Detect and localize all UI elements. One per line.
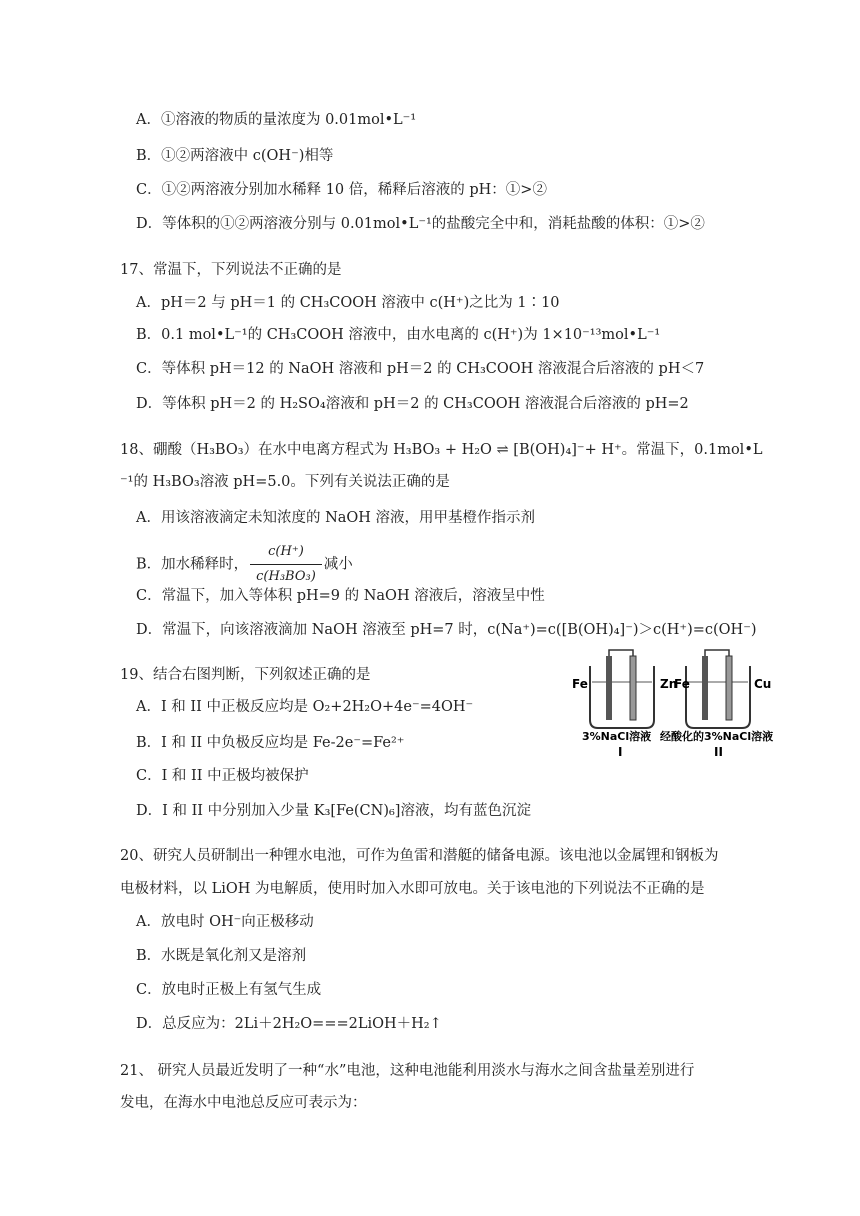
q17-stem: 17、常温下，下列说法不正确的是 bbox=[120, 262, 342, 278]
wire-2 bbox=[705, 650, 729, 656]
q21-stem-line1: 21、 研究人员最近发明了一种“水”电池，这种电池能利用淡水与海水之间含盐量差别进行 bbox=[120, 1063, 695, 1079]
q18-option-a: A．用该溶液滴定未知浓度的 NaOH 溶液，用甲基橙作指示剂 bbox=[136, 510, 536, 526]
q20-stem-line2: 电极材料，以 LiOH 为电解质，使用时加入水即可放电。关于该电池的下列说法不正确的是 bbox=[120, 881, 705, 897]
zn-electrode bbox=[630, 656, 636, 720]
q21-stem-line2: 发电，在海水中电池总反应可表示为： bbox=[120, 1095, 367, 1111]
cell-i bbox=[590, 650, 654, 728]
fe-electrode-1 bbox=[606, 656, 612, 720]
cell-ii bbox=[686, 650, 750, 728]
q19-option-c: C．I 和 II 中正极均被保护 bbox=[136, 768, 309, 784]
fe-electrode-2 bbox=[702, 656, 708, 720]
q18-fraction bbox=[250, 540, 322, 589]
fe-label-1: Fe bbox=[572, 677, 588, 691]
q18-option-b bbox=[136, 540, 353, 589]
solution-1-label: 3%NaCl溶液 bbox=[582, 730, 652, 743]
q17-option-b: B．0.1 mol•L⁻¹的 CH₃COOH 溶液中，由水电离的 c(H⁺)为 1×10⁻¹³mol•L⁻¹ bbox=[136, 327, 661, 343]
q18-option-b-suffix: 减小 bbox=[323, 556, 353, 573]
q16-option-d: D．等体积的①②两溶液分别与 0.01mol•L⁻¹的盐酸完全中和，消耗盐酸的体积：①>② bbox=[136, 216, 705, 232]
q20-option-a: A．放电时 OH⁻向正极移动 bbox=[136, 914, 314, 930]
fraction-numerator: c(H⁺) bbox=[250, 540, 322, 565]
q18-option-b-prefix: B．加水稀释时， bbox=[136, 556, 249, 573]
electrochemistry-figure bbox=[568, 648, 788, 758]
q18-option-c: C．常温下，加入等体积 pH=9 的 NaOH 溶液后，溶液呈中性 bbox=[136, 588, 545, 604]
cells-diagram bbox=[568, 648, 788, 758]
q19-option-d: D．I 和 II 中分别加入少量 K₃[Fe(CN)₆]溶液，均有蓝色沉淀 bbox=[136, 803, 531, 819]
q17-option-c: C．等体积 pH＝12 的 NaOH 溶液和 pH＝2 的 CH₃COOH 溶液混合后溶液的 pH＜7 bbox=[136, 361, 705, 377]
cu-label: Cu bbox=[754, 677, 772, 691]
cell-i-label: I bbox=[618, 745, 623, 758]
cell-ii-label: II bbox=[714, 745, 723, 758]
q18-stem-line1: 18、硼酸（H₃BO₃）在水中电离方程式为 H₃BO₃ + H₂O ⇌ [B(OH)₄]⁻+ H⁺。常温下，0.1mol•L bbox=[120, 442, 763, 458]
q19-option-b: B．I 和 II 中负极反应均是 Fe-2e⁻=Fe²⁺ bbox=[136, 735, 405, 751]
q20-option-c: C．放电时正极上有氢气生成 bbox=[136, 982, 322, 998]
q16-option-c: C．①②两溶液分别加水稀释 10 倍，稀释后溶液的 pH：①>② bbox=[136, 182, 547, 198]
fe-label-2: Fe bbox=[674, 677, 690, 691]
solution-2-label: 经酸化的3%NaCl溶液 bbox=[660, 730, 774, 743]
cu-electrode bbox=[726, 656, 732, 720]
q19-stem: 19、结合右图判断，下列叙述正确的是 bbox=[120, 667, 371, 683]
q17-option-d: D．等体积 pH＝2 的 H₂SO₄溶液和 pH＝2 的 CH₃COOH 溶液混合后溶液的 pH=2 bbox=[136, 396, 689, 412]
q20-option-b: B．水既是氧化剂又是溶剂 bbox=[136, 948, 307, 964]
wire-1 bbox=[609, 650, 633, 656]
q18-option-d: D．常温下，向该溶液滴加 NaOH 溶液至 pH=7 时，c(Na⁺)=c([B(OH)₄]⁻)＞c(H⁺)=c(OH⁻) bbox=[136, 622, 757, 638]
zn-label: Zn bbox=[660, 677, 678, 691]
q17-option-a: A．pH＝2 与 pH＝1 的 CH₃COOH 溶液中 c(H⁺)之比为 1∶10 bbox=[136, 295, 560, 311]
q19-option-a: A．I 和 II 中正极反应均是 O₂+2H₂O+4e⁻=4OH⁻ bbox=[136, 699, 474, 715]
q16-option-a: A．①溶液的物质的量浓度为 0.01mol•L⁻¹ bbox=[136, 112, 417, 128]
q18-stem-line2: ⁻¹的 H₃BO₃溶液 pH=5.0。下列有关说法正确的是 bbox=[120, 474, 450, 490]
q20-stem-line1: 20、研究人员研制出一种锂水电池，可作为鱼雷和潜艇的储备电源。该电池以金属锂和钢板为 bbox=[120, 848, 719, 864]
q20-option-d: D．总反应为：2Li＋2H₂O===2LiOH＋H₂↑ bbox=[136, 1016, 442, 1032]
q16-option-b: B．①②两溶液中 c(OH⁻)相等 bbox=[136, 148, 334, 164]
fraction-denominator: c(H₃BO₃) bbox=[256, 569, 316, 584]
